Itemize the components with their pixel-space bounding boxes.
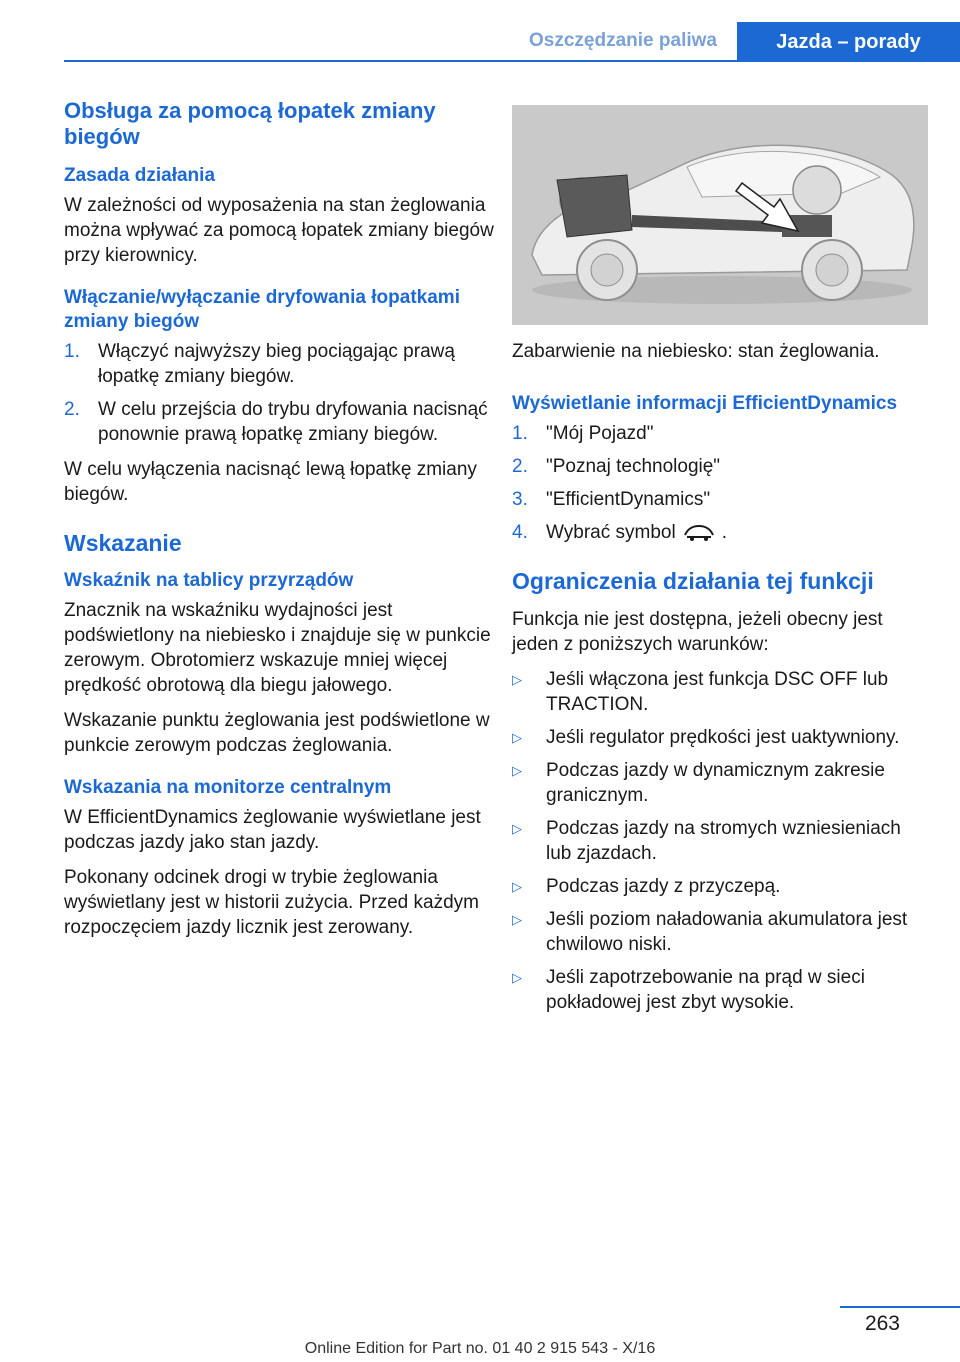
car-illustration [512, 105, 928, 325]
section-title: Ograniczenia działania tej funkcji [512, 568, 874, 594]
list-item [64, 397, 496, 447]
list-item [512, 874, 928, 899]
steps-list [64, 339, 496, 447]
paragraph: W zależności od wyposażenia na stan żeglowania można wpływać za pomocą łopatek zmiany biegów przy kierownicy. [64, 195, 494, 266]
bullet-icon: ▷ [512, 821, 522, 836]
bullet-text: Jeśli włączona jest funkcja DSC OFF lub TRACTION. [546, 669, 889, 715]
step-text: W celu przejścia do trybu dryfowania nacisnąć ponownie prawą łopatkę zmiany biegów. [98, 399, 488, 445]
paragraph: W celu wyłączenia nacisnąć lewą łopatkę zmiany biegów. [64, 459, 477, 505]
list-item [512, 725, 928, 750]
subsection-heading-instrument: Wskaźnik na tablicy przyrządów [64, 570, 354, 591]
step-number: 1. [64, 341, 80, 362]
car-sailing-icon [682, 523, 716, 543]
paragraph: W EfficientDynamics żeglowanie wyświetlane jest podczas jazdy jako stan jazdy. [64, 807, 481, 853]
list-item [512, 520, 928, 545]
step-text: "Poznaj technologię" [546, 456, 721, 477]
header-rule [64, 60, 960, 62]
step-text: Wybrać symbol [546, 522, 676, 543]
list-item [512, 816, 928, 866]
subsection-heading-toggle: Włączanie/wyłączanie dryfowania łopatkami zmiany biegów [64, 287, 460, 332]
figure-caption: Zabarwienie na niebiesko: stan żeglowania. [512, 341, 880, 362]
section-title: Obsługa za pomocą łopatek zmiany biegów [64, 98, 436, 149]
step-text: "EfficientDynamics" [546, 489, 711, 510]
bullet-icon: ▷ [512, 879, 522, 894]
step-suffix: . [721, 522, 727, 543]
edition-note: Online Edition for Part no. 01 40 2 915 543 - X/16 [304, 1340, 656, 1357]
bullet-text: Podczas jazdy w dynamicznym zakresie granicznym. [546, 760, 885, 806]
header-chapter-tab: Jazda – porady [737, 22, 960, 62]
left-column [64, 98, 496, 950]
subsection-heading-display: Wyświetlanie informacji EfficientDynamics [512, 393, 898, 414]
paragraph: Znacznik na wskaźniku wydajności jest podświetlony na niebiesko i znajduje się w punkcie zerowym. Obrotomierz wskazuje mniej więcej prędkość obrotową dla biegu jałowego. [64, 600, 491, 696]
step-number: 4. [512, 522, 528, 543]
section-title: Wskazanie [64, 530, 182, 556]
bullet-text: Podczas jazdy na stromych wzniesieniach lub zjazdach. [546, 818, 901, 864]
right-column [512, 105, 928, 1025]
list-item [512, 907, 928, 957]
subsection-heading-principle: Zasada działania [64, 165, 216, 186]
bullet-icon: ▷ [512, 672, 522, 687]
bullet-icon: ▷ [512, 730, 522, 745]
bullet-icon: ▷ [512, 763, 522, 778]
list-item [512, 421, 928, 446]
list-item [64, 339, 496, 389]
list-item [512, 965, 928, 1015]
bullet-icon: ▷ [512, 970, 522, 985]
bullet-text: Jeśli regulator prędkości jest uaktywniony. [546, 727, 900, 748]
bullet-text: Jeśli poziom naładowania akumulatora jest chwilowo niski. [546, 909, 908, 955]
step-number: 2. [64, 399, 80, 420]
bullet-icon: ▷ [512, 912, 522, 927]
list-item [512, 758, 928, 808]
step-number: 3. [512, 489, 528, 510]
step-text: Włączyć najwyższy bieg pociągając prawą łopatkę zmiany biegów. [98, 341, 455, 387]
paragraph: Funkcja nie jest dostępna, jeżeli obecny jest jeden z poniższych warunków: [512, 609, 883, 655]
step-number: 1. [512, 423, 528, 444]
bullet-text: Podczas jazdy z przyczepą. [546, 876, 781, 897]
header-section-tab: Oszczędzanie paliwa [529, 30, 717, 51]
paragraph: Wskazanie punktu żeglowania jest podświetlone w punkcie zerowym podczas żeglowania. [64, 710, 490, 756]
step-number: 2. [512, 456, 528, 477]
page-number: 263 [864, 1312, 900, 1335]
subsection-heading-monitor: Wskazania na monitorze centralnym [64, 777, 392, 798]
conditions-list [512, 667, 928, 1015]
list-item [512, 487, 928, 512]
paragraph: Pokonany odcinek drogi w trybie żeglowania wyświetlany jest w historii zużycia. Przed każdym rozpoczęciem jazdy licznik jest zerowany. [64, 867, 479, 938]
list-item [512, 454, 928, 479]
list-item [512, 667, 928, 717]
bullet-text: Jeśli zapotrzebowanie na prąd w sieci pokładowej jest zbyt wysokie. [546, 967, 865, 1013]
step-text: "Mój Pojazd" [546, 423, 654, 444]
steps-list [512, 421, 928, 545]
footer-rule [840, 1306, 960, 1308]
